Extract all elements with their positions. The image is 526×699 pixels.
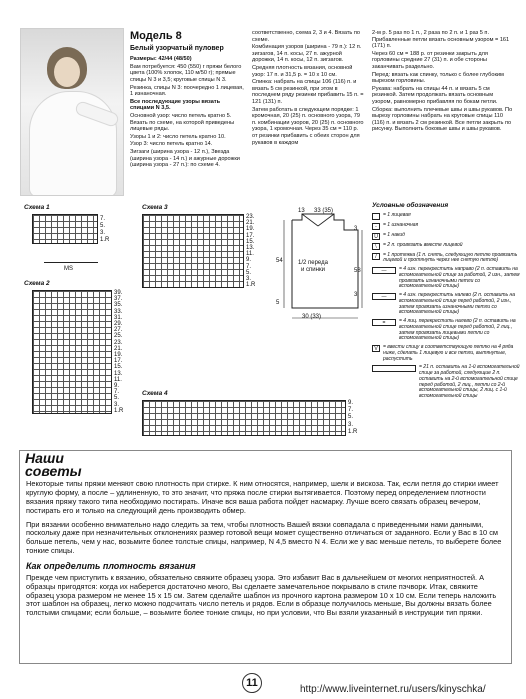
dim-label: 1/2 переда и спинки <box>298 260 328 274</box>
scheme-2-row-numbers <box>114 290 128 414</box>
tips-paragraph: Некоторые типы пряжи меняют свою плотность при стирке. К ним относятся, например, шелк и вискоза. Так, если петля до стирки имеет круглую форму, а после – удлиненную, то это значит, что пряжа после стирки вытягивается. Поэтому перед определением плотности вязания пряжу такого типа необходимо постирать. Иначе вся ваша работа пойдет насмарку. Лучше всего связать образец вечером, постирать его и только на следующий день производить обмер. <box>26 479 499 515</box>
row-number: 5. <box>348 414 354 421</box>
tips-heading: Как определить плотность вязания <box>26 561 196 571</box>
row-number: 15. <box>114 364 123 371</box>
dim-label: 3 <box>354 292 358 298</box>
row-number: 7. <box>114 389 120 396</box>
legend-text: = 21 п. оставить на 1-й вспомогательной спице за работой, следующие 2 п. оставить на 2-й вспомогательной спице перед работой, 2 лиц., петли со 2-й вспомогательной спицы, 2 лиц. с 1-й вспомогательной спицы <box>419 364 520 400</box>
legend-text: = 4 изн. перекрестить налево (2 п. оставить на вспомогательной спице перед работой, 2 изн., затем провязать изнаночными петли со вспомогательной спицы) <box>399 292 516 316</box>
paragraph: Спинка: набрать на спицы 106 (116) п. и вязать 5 см резинкой, при этом в последнем ряду резинки прибавить 15 п. = 121 (131) п. <box>252 79 364 105</box>
paragraph: Узор 3: число петель кратно 14. <box>130 141 213 148</box>
row-number: 31. <box>114 314 123 321</box>
model-description-col3 <box>372 30 514 134</box>
legend-text: = 1 накид <box>383 231 405 238</box>
legend-symbol: — <box>372 267 396 274</box>
row-number: 1.R <box>114 407 124 414</box>
row-number: 39. <box>114 290 123 296</box>
row-number: 1.R <box>246 282 256 289</box>
legend-symbol: = <box>372 319 396 326</box>
scheme-2-label: Схема 2 <box>24 280 50 287</box>
tips-title <box>25 452 97 478</box>
paragraph: Узоры 1 и 2: число петель кратно 10. <box>130 133 226 140</box>
legend-symbol: - <box>372 223 380 230</box>
row-number: 5. <box>114 395 120 402</box>
row-number: 13. <box>246 245 255 252</box>
scheme-3-label: Схема 3 <box>142 204 168 211</box>
face-shape <box>54 57 80 87</box>
row-number: 9. <box>348 400 354 406</box>
row-number: 23. <box>114 339 123 346</box>
legend-text: = 1 изнаночная <box>383 221 419 228</box>
row-number: 7. <box>348 407 354 414</box>
row-number: 17. <box>114 358 123 365</box>
paragraph: Рукава: набрать на спицы 44 п. и вязать 5 см резинкой. Затем продолжать вязать основным узором, равномерно прибавляя по бокам петли. <box>372 85 498 105</box>
row-number: 11. <box>246 251 254 258</box>
model-subtitle: Белый узорчатый пуловер <box>130 44 224 52</box>
legend-title: Условные обозначения <box>372 202 449 209</box>
legend <box>372 202 520 403</box>
row-number: 7. <box>246 263 252 270</box>
dim-label: 13 <box>298 208 305 214</box>
paragraph: Зигзаги (ширина узора - 12 п.), Звезда (ширина узора - 14 п.) и ажурные дорожки (ширина узора - 27 п.): по схеме 4. <box>130 148 240 169</box>
ms-label: MS <box>64 266 73 272</box>
tips-body <box>26 480 508 623</box>
legend-text: = 1 лицевая <box>383 211 411 218</box>
row-number: 25. <box>114 333 123 340</box>
legend-text: = 2 п. провязать вместе лицевой <box>383 241 463 248</box>
row-number: 29. <box>114 321 123 328</box>
legend-text: = 4 изн. перекрестить направо (2 п. оставить на вспомогательной спице за работой, 2 изн., затем провязать изнаночными петли со вспомогательной спицы) <box>399 266 520 290</box>
legend-item <box>372 223 520 230</box>
legend-item <box>372 293 520 316</box>
page-number: 11 <box>242 673 262 693</box>
legend-item <box>372 267 520 290</box>
tips-paragraph: При вязании особенно внимательно надо следить за тем, чтобы плотность Вашей вязки совпадала с приведенными нами данными, поскольку даже при незначительных отклонениях размер готовой вещи может существенно отличаться от заданного. Если у Вас в 10 см больше петель, чем у нас, возьмите более толстые спицы, например, N 4,5 вместо N 4. Если же у вас меньше петель, то выберете более тонкие спицы. <box>26 519 502 556</box>
paragraph: Все последующие узоры вязать спицами N 3,5. <box>130 98 221 112</box>
legend-item <box>372 319 520 342</box>
legend-symbol: — <box>372 293 396 300</box>
legend-symbol <box>372 365 416 372</box>
dim-label: 30 (33) <box>302 314 322 320</box>
paragraph: Размеры: 42/44 (48/50) <box>130 56 192 63</box>
paragraph: Комбинация узоров (ширина - 79 п.): 12 п. зигзагов, 14 п. косы, 27 п. ажурной дорожки, 14 п. косы, 12 п. зигзагов. <box>252 44 362 64</box>
paragraph: Средняя плотность вязания, основной узор: 17 п. и 31,5 р. = 10 х 10 см. <box>252 64 353 78</box>
legend-item <box>372 213 520 220</box>
scheme-4-row-numbers <box>348 400 362 436</box>
legend-symbol: \ <box>372 243 380 250</box>
legend-symbol: / <box>372 253 380 260</box>
paragraph: Вам потребуется: 450 (550) г пряжи белого цвета (100% хлопок, 110 м/50 г); прямые спицы N 3 и 3,5; круговые спицы N 3. <box>130 63 242 83</box>
row-number: 13. <box>114 370 123 377</box>
tips-paragraph: Прежде чем приступить к вязанию, обязательно свяжите образец узора. Это избавит Вас в дальнейшем от многих неприятностей. А образцы пригодятся: когда их наберется достаточно много, Вы сделаете замечательное покрывало в стиле пэчворк. Итак, свяжите образец узора размером не менее 15 х 15 см. Затем сделайте шаблон из прочного картона размером 10 х 10 см. Если теперь наложить этот шаблон на образец, легко можно подсчитать число петель и рядов. Если в образце получилось меньше, Вы должны вязать более толстыми спицами; если больше, – возьмите более тонкие спицы, но при условии, что Вы взяли указанный в инструкции тип пряжи. <box>26 572 497 618</box>
row-number: 23. <box>246 214 255 220</box>
row-number: 7. <box>100 216 106 222</box>
scheme-1-grid <box>32 214 98 244</box>
paragraph: соответственно, схема 2, 3 и 4. Вязать по схеме. <box>252 30 360 43</box>
legend-symbol: V <box>372 345 380 352</box>
scheme-4-label: Схема 4 <box>142 390 168 397</box>
row-number: 21. <box>246 220 255 227</box>
paragraph: Основной узор: число петель кратно 5. Вязать по схеме, на которой приведены лицевые ряды. <box>130 112 235 133</box>
paragraph: Сборка: выполнить плечевые швы и швы рукавов. По вырезу горловины набрать на круговые спицы 110 (116) п. и вязать 2 см резинкой. Все петли закрыть по рисунку. Выполнить боковые швы и швы рукавов. <box>372 106 513 133</box>
legend-text: = ввести спицу в соответствующую петлю на 4 ряда ниже, сделать 1 лицевую и все петли, вытянутые, распустить <box>383 344 514 362</box>
legend-text: = 1 протяжка (1 п. снять, следующую петлю провязать лицевой и протянуть через нее снятую петлю) <box>383 251 518 264</box>
model-photo <box>20 28 124 196</box>
row-number: 3. <box>246 276 252 283</box>
row-number: 17. <box>246 232 255 239</box>
model-description-col2 <box>252 30 364 147</box>
legend-symbol <box>372 213 380 220</box>
row-number: 9. <box>246 257 252 264</box>
paragraph: Через 60 см = 188 р. от резинки закрыть для горловины средние 27 (31) п. и обе стороны заканчивать раздельно. <box>372 50 488 70</box>
dim-label: 5 <box>276 300 280 306</box>
dim-label: 3 <box>354 226 358 232</box>
legend-item <box>372 253 520 265</box>
row-number: 5. <box>246 269 252 276</box>
dim-label: 54 <box>276 258 283 264</box>
row-number: 35. <box>114 302 123 309</box>
row-number: 1.R <box>348 428 358 435</box>
row-number: 3. <box>348 421 354 428</box>
source-url[interactable]: http://www.liveinternet.ru/users/kinyschka/ <box>300 684 486 695</box>
dim-label: 33 (35) <box>314 208 334 214</box>
row-number: 37. <box>114 296 123 303</box>
row-number: 3. <box>100 230 106 236</box>
row-number: 21. <box>114 345 123 352</box>
legend-text: = 4 лиц. перекрестить налево (2 п. оставить на вспомогательной спице перед работой, 2 лиц., затем провязать лицевыми петли со вспомогательной спицы) <box>399 318 516 342</box>
row-number: 27. <box>114 327 123 334</box>
dim-label: 58 <box>354 268 361 274</box>
row-number: 19. <box>246 226 255 233</box>
legend-item <box>372 345 520 362</box>
ms-bracket <box>44 262 98 263</box>
paragraph: 2-м р. 5 раз по 1 п., 2 раза по 2 п. и 1 раз 5 п. Прибавленные петли вязать основным узором = 161 (171) п. <box>372 30 510 50</box>
row-number: 3. <box>114 401 120 408</box>
legend-item <box>372 365 520 400</box>
scheme-3-grid <box>142 214 244 288</box>
row-number: 33. <box>114 308 123 315</box>
row-number: 5. <box>100 223 106 229</box>
model-title: Модель 8 <box>130 30 182 42</box>
scheme-2-grid <box>32 290 112 414</box>
row-number: 15. <box>246 238 255 245</box>
paragraph: Затем работать в следующем порядке: 1 кромочная, 20 (25) п. основного узора, 79 п. комбинации узоров, 20 (25) п. основного узора, 1 кромочная. Через 35 см = 110 р. от резинки прибавить с обеих сторон для рукавов в каждом <box>252 106 364 146</box>
scheme-1-label: Схема 1 <box>24 204 50 211</box>
scheme-4-grid <box>142 400 346 436</box>
row-number: 9. <box>114 383 120 390</box>
legend-symbol: U <box>372 233 380 240</box>
sweater-shape <box>29 91 117 196</box>
tips-title-line1: Наши <box>25 450 64 466</box>
row-number: 11. <box>114 376 122 383</box>
scheme-3-row-numbers <box>246 214 260 288</box>
paragraph: Перед: вязать как спинку, только с более глубоким вырезом горловины. <box>372 71 504 85</box>
legend-item <box>372 233 520 240</box>
row-number: 19. <box>114 352 123 359</box>
legend-item <box>372 243 520 250</box>
paragraph: Резинка, спицы N 3: поочередно 1 лицевая, 1 изнаночная. <box>130 84 244 98</box>
tips-title-line2: советы <box>25 463 82 479</box>
model-description-col1 <box>130 30 244 170</box>
row-number: 1.R <box>100 237 110 243</box>
